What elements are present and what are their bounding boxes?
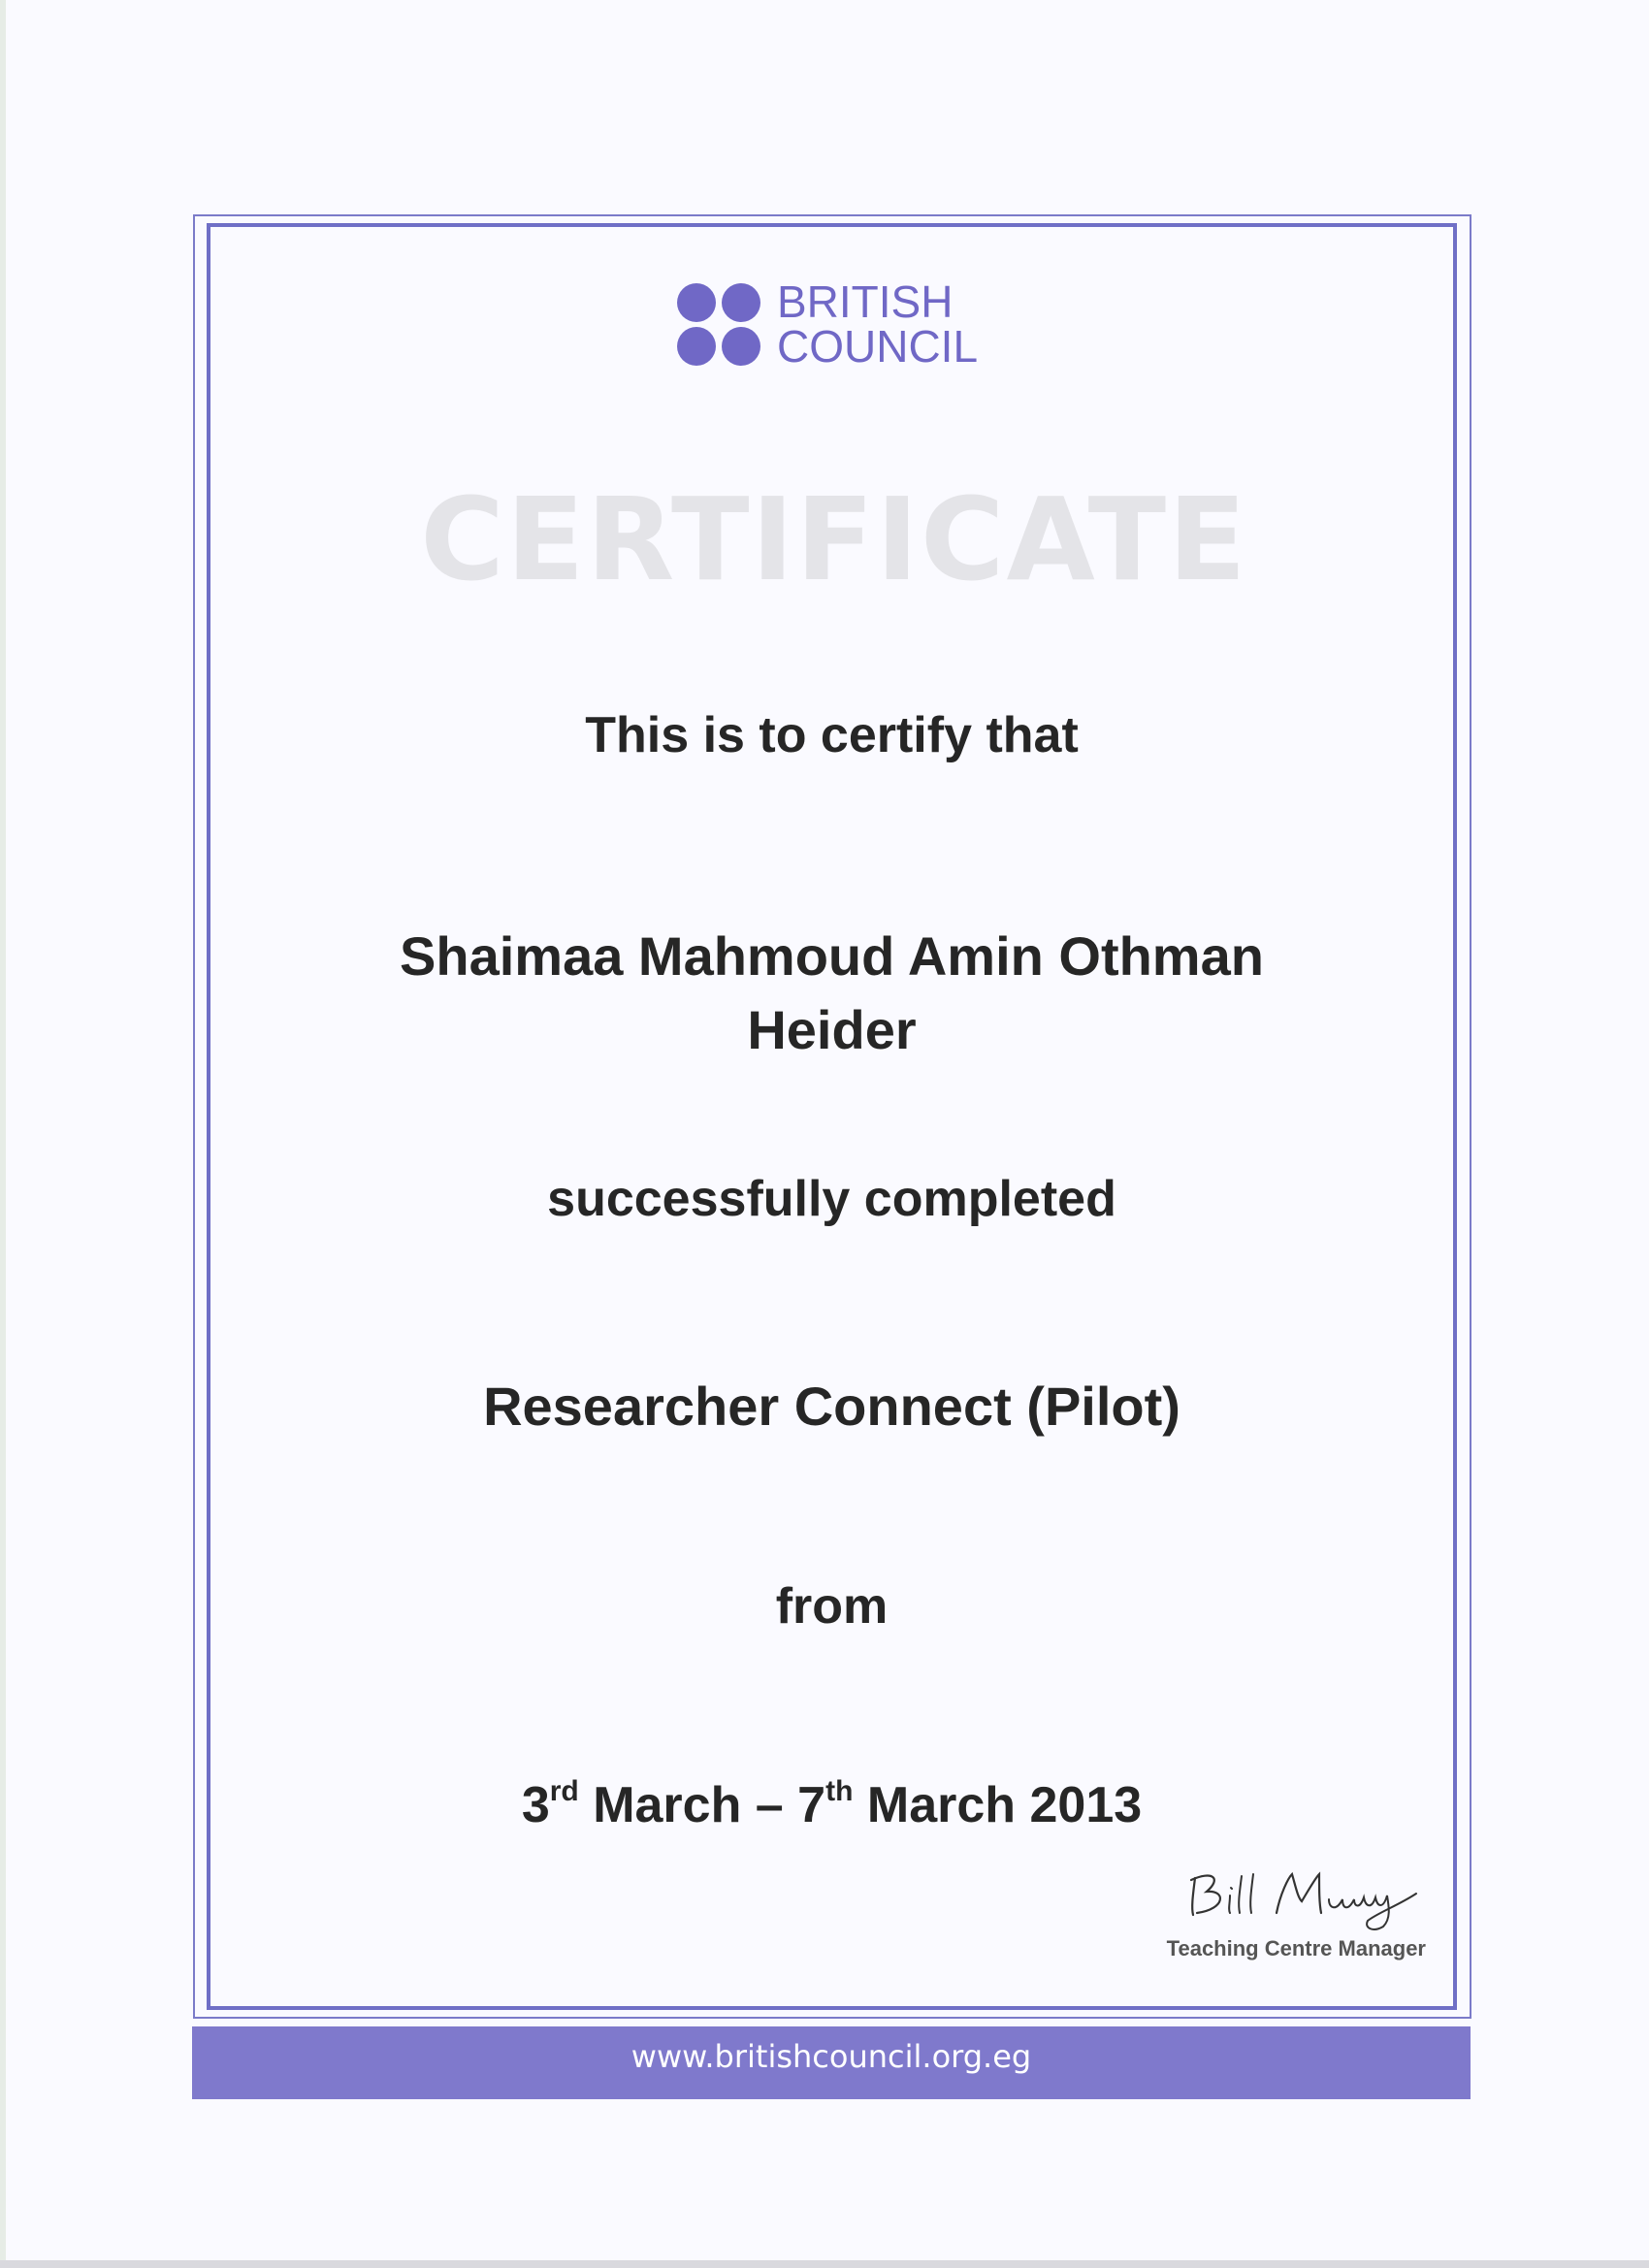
recipient-name-line-1: Shaimaa Mahmoud Amin Othman [400, 925, 1264, 987]
website-url: www.britishcouncil.org.eg [630, 2038, 1032, 2075]
handwritten-signature [1183, 1864, 1426, 1932]
start-day-suffix: rd [549, 1775, 579, 1807]
course-dates [207, 1771, 1457, 1839]
certify-intro: This is to certify that [585, 707, 1079, 763]
recipient-name-line-2: Heider [747, 999, 917, 1060]
logo-line-1: BRITISH [777, 276, 954, 327]
logo-wordmark [777, 276, 979, 372]
recipient-name [207, 920, 1457, 1067]
logo-dots-icon [676, 281, 763, 369]
footer-bar [192, 2026, 1471, 2099]
from-label: from [775, 1578, 889, 1635]
start-day: 3 [521, 1777, 550, 1833]
signatory-title: Teaching Centre Manager [1166, 1936, 1426, 1960]
certificate-heading: CERTIFICATE [420, 472, 1248, 606]
completion-statement: successfully completed [547, 1171, 1116, 1227]
course-title: Researcher Connect (Pilot) [483, 1376, 1180, 1437]
british-council-logo [676, 276, 986, 372]
end-day-suffix: th [825, 1775, 854, 1807]
logo-line-2: COUNCIL [777, 321, 979, 372]
page-edge-bottom [0, 2260, 1649, 2268]
page-edge [0, 0, 6, 2268]
end-month-year: March 2013 [866, 1777, 1143, 1833]
start-month: March [593, 1777, 742, 1833]
date-separator: – [755, 1777, 784, 1833]
end-day: 7 [797, 1777, 826, 1833]
